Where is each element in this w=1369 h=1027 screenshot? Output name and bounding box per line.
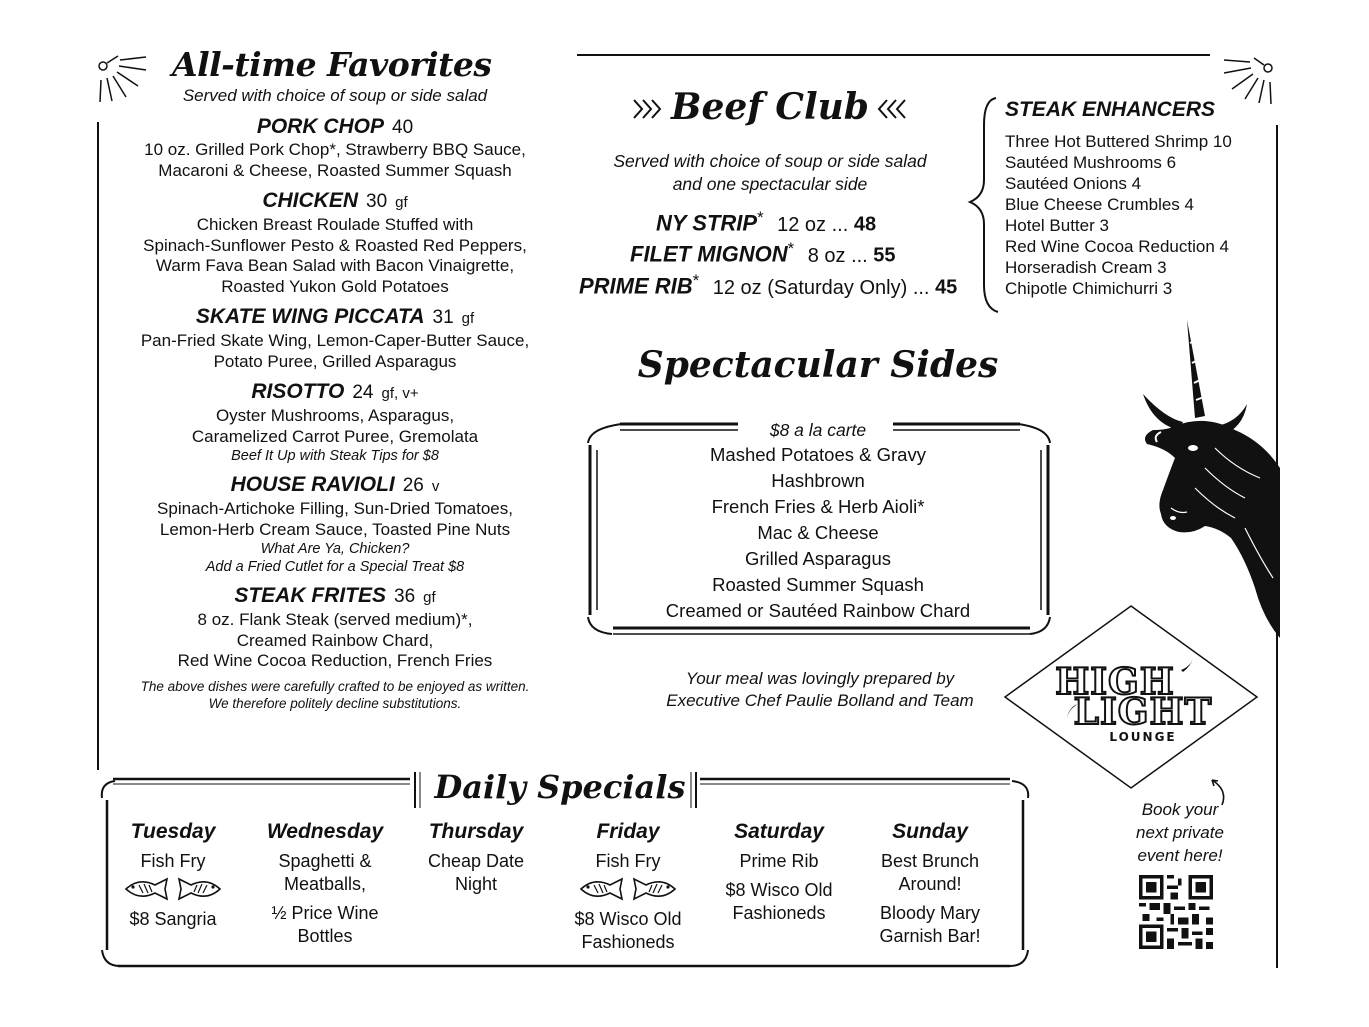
fish-icon [98, 875, 248, 908]
special-line: Best Brunch [880, 851, 980, 871]
day-name: Saturday [734, 820, 824, 843]
dish-name: HOUSE RAVIOLI [230, 473, 395, 496]
cut-name: FILET MIGNON [630, 241, 788, 267]
dish-price: 30 [366, 191, 388, 212]
special-line: Meatballs, [283, 874, 367, 894]
dish-description-line: Lemon-Herb Cream Sauce, Toasted Pine Nuts [159, 519, 511, 539]
cut-name: NY STRIP [656, 210, 758, 236]
enhancer-item: Three Hot Buttered Shrimp 10 [1005, 132, 1232, 151]
dish-diet-tag: gf, v+ [381, 385, 419, 402]
special-day [98, 818, 248, 931]
logo-line-3: LOUNGE [1109, 730, 1177, 744]
special-line: Fashioneds [732, 903, 826, 923]
special-line: Fish Fry [595, 851, 661, 871]
sides-price: $8 a la carte [769, 420, 867, 440]
dish-description-line: Macaroni & Cheese, Roasted Summer Squash [158, 160, 512, 180]
dish-price: 24 [352, 382, 374, 403]
day-name: Tuesday [130, 820, 216, 843]
dish-name: SKATE WING PICCATA [195, 305, 425, 328]
dish-description-line: Chicken Breast Roulade Stuffed with [196, 215, 474, 234]
dish-description-line: Red Wine Cocoa Reduction, French Fries [177, 651, 493, 670]
book-line: next private [1136, 823, 1224, 842]
dish-heading [100, 115, 570, 140]
dish-diet-tag: gf [395, 194, 408, 211]
enhancer-item: Chipotle Chimichurri 3 [1005, 279, 1173, 298]
beef-club-subtitle-line: and one spectacular side [672, 174, 868, 194]
dish-item [100, 584, 570, 672]
special-day [250, 818, 400, 948]
special-line: Garnish Bar! [879, 926, 981, 946]
cut-detail: 12 oz (Saturday Only) ... [712, 276, 930, 299]
special-line: Cheap Date [427, 851, 525, 871]
special-line: Fish Fry [140, 851, 206, 871]
disclaimer-line: The above dishes were carefully crafted to be enjoyed as written. [140, 678, 530, 694]
side-item: Creamed or Sautéed Rainbow Chard [665, 600, 971, 621]
dish-diet-tag: v [431, 478, 440, 495]
special-day [704, 818, 854, 925]
day-name: Sunday [892, 820, 968, 843]
unicorn-bull-icon [1135, 318, 1280, 638]
favorites-subtitle: Served with choice of soup or side salad [182, 86, 488, 105]
dish-heading [100, 305, 570, 331]
book-line: Book your [1141, 800, 1219, 819]
highlight-lounge-logo [1003, 604, 1259, 790]
special-line: ½ Price Wine [271, 903, 379, 923]
enhancer-item: Horseradish Cream 3 [1005, 258, 1167, 277]
special-line: Spaghetti & [278, 851, 372, 871]
cut-filet-mignon [630, 239, 896, 268]
special-line: Night [454, 874, 498, 894]
dish-price: 36 [394, 586, 416, 607]
dish-heading [100, 189, 570, 215]
dish-description-line: Warm Fava Bean Salad with Bacon Vinaigrette, [155, 256, 515, 275]
day-name: Friday [596, 820, 660, 843]
fish-icon [553, 875, 703, 908]
logo-line-1: HIGH [1055, 661, 1175, 703]
disclaimer-line: We therefore politely decline substitutions. [208, 695, 462, 711]
sides-box [588, 418, 1048, 624]
dish-heading [100, 380, 570, 406]
dish-note: Beef It Up with Steak Tips for $8 [231, 448, 439, 464]
dish-list [100, 115, 570, 672]
cut-star: * [787, 239, 795, 258]
sides-title: Spectacular Sides [637, 344, 999, 386]
dish-name: PORK CHOP [256, 115, 385, 138]
cut-star: * [692, 271, 700, 290]
cut-price: 55 [873, 244, 896, 267]
cut-ny-strip [656, 208, 876, 237]
specials-title: Daily Specials [434, 768, 686, 806]
dish-description-line: Oyster Mushrooms, Asparagus, [215, 406, 455, 425]
chef-note [620, 668, 1020, 712]
beef-club-title: Beef Club [671, 86, 869, 128]
favorites-section [100, 45, 570, 712]
enhancers-title: STEAK ENHANCERS [1005, 98, 1216, 121]
dish-description-line: Creamed Rainbow Chard, [236, 630, 434, 650]
dish-name: CHICKEN [262, 189, 358, 212]
enhancer-item: Red Wine Cocoa Reduction 4 [1005, 237, 1229, 256]
enhancers-list [1005, 131, 1232, 299]
dish-item [100, 380, 570, 465]
special-line: Prime Rib [739, 851, 819, 871]
sides-list [588, 442, 1048, 624]
dish-name: RISOTTO [251, 380, 345, 403]
dish-description-line: 10 oz. Grilled Pork Chop*, Strawberry BBQ Sauce, [144, 140, 526, 159]
special-line: Around! [898, 874, 962, 894]
cut-prime-rib [579, 271, 957, 300]
dish-item [100, 473, 570, 576]
enhancer-item: Sautéed Mushrooms 6 [1005, 153, 1177, 172]
dish-heading [100, 473, 570, 499]
day-name: Thursday [428, 820, 524, 843]
dish-name: STEAK FRITES [234, 584, 387, 607]
chef-note-line: Executive Chef Paulie Bolland and Team [666, 691, 974, 710]
side-item: Grilled Asparagus [744, 548, 892, 569]
dish-diet-tag: gf [423, 589, 436, 606]
dish-price: 26 [402, 475, 424, 496]
book-event-note [1120, 798, 1240, 867]
special-day [553, 818, 703, 954]
cut-price: 48 [853, 213, 877, 236]
special-line: $8 Wisco Old [725, 880, 833, 900]
cut-price: 45 [935, 276, 958, 299]
dish-description-line: Roasted Yukon Gold Potatoes [221, 276, 449, 296]
special-line: Bloody Mary [879, 903, 981, 923]
enhancer-item: Sautéed Onions 4 [1005, 174, 1142, 193]
cut-detail: 8 oz ... [807, 244, 868, 267]
dish-item [100, 305, 570, 372]
special-line: Fashioneds [581, 932, 675, 952]
beef-club-subtitle-line: Served with choice of soup or side salad [613, 151, 927, 171]
dish-description-line: Pan-Fried Skate Wing, Lemon-Caper-Butter Sauce, [140, 331, 530, 350]
special-line: $8 Wisco Old [574, 909, 682, 929]
logo-line-2: LIGHT [1073, 691, 1213, 733]
dish-description-line: Spinach-Artichoke Filling, Sun-Dried Tomatoes, [157, 499, 513, 518]
side-item: Hashbrown [771, 470, 865, 491]
side-item: Mac & Cheese [757, 522, 879, 543]
dish-item [100, 189, 570, 297]
dish-description-line: Caramelized Carrot Puree, Gremolata [191, 426, 479, 446]
special-day [855, 818, 1005, 948]
dish-price: 40 [392, 117, 414, 138]
dish-description-line: 8 oz. Flank Steak (served medium)*, [197, 610, 473, 629]
dish-description-line: Potato Puree, Grilled Asparagus [213, 351, 457, 371]
favorites-disclaimer [100, 678, 570, 712]
dish-description-line: Spinach-Sunflower Pesto & Roasted Red Peppers, [143, 235, 527, 255]
chef-note-line: Your meal was lovingly prepared by [685, 669, 955, 688]
beef-club-subtitle [580, 150, 960, 196]
cut-star: * [757, 208, 764, 227]
dish-item [100, 115, 570, 181]
dish-diet-tag: gf [461, 310, 475, 327]
side-item: Roasted Summer Squash [712, 574, 924, 595]
dish-price: 31 [432, 307, 454, 328]
special-day [401, 818, 551, 896]
dish-heading [100, 584, 570, 610]
qr-code-icon[interactable] [1139, 875, 1213, 949]
side-item: Mashed Potatoes & Gravy [710, 444, 926, 465]
special-line: $8 Sangria [129, 909, 217, 929]
dish-note: What Are Ya, Chicken? [260, 541, 410, 557]
enhancer-item: Hotel Butter 3 [1005, 216, 1109, 235]
day-name: Wednesday [266, 820, 384, 843]
dish-note: Add a Fried Cutlet for a Special Treat $8 [205, 559, 465, 575]
enhancer-item: Blue Cheese Crumbles 4 [1005, 195, 1194, 214]
favorites-title: All-time Favorites [172, 45, 492, 84]
cut-detail: 12 oz ... [777, 213, 849, 236]
book-line: event here! [1137, 846, 1223, 865]
special-line: Bottles [297, 926, 353, 946]
side-item: French Fries & Herb Aioli* [711, 496, 925, 517]
cut-name: PRIME RIB [579, 273, 693, 299]
